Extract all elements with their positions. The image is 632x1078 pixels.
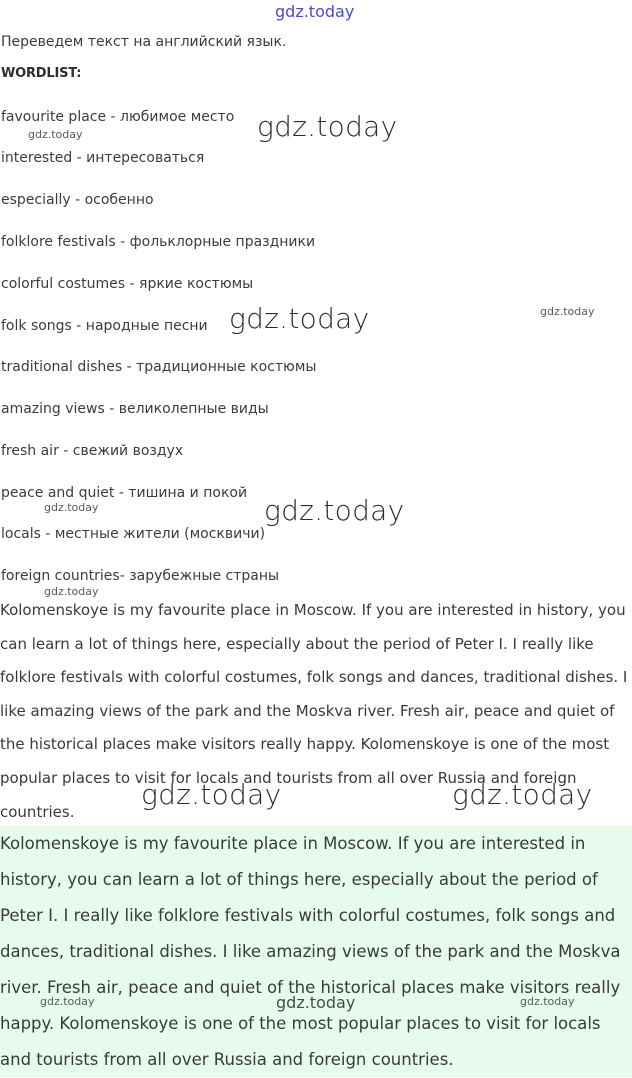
wordlist-item: interested - интересоваться (1, 150, 205, 166)
watermark: gdz.today (520, 995, 575, 1008)
watermark: gdz.today (141, 778, 282, 811)
wordlist-item: favourite place - любимое место (1, 109, 235, 125)
wordlist-item: fresh air - свежий воздух (1, 443, 184, 459)
watermark: gdz.today (40, 995, 95, 1008)
wordlist-item: amazing views - великолепные виды (1, 401, 269, 417)
watermark: gdz.today (452, 778, 593, 811)
answer-paragraph: Kolomenskoye is my favourite place in Moscow. If you are interested in history, you can learn a lot of things here, especially about the period of Peter I. I really like folklore festivals with colorful costumes, folk songs and dances, traditional dishes. I like amazing views of the park and the Moskva river. Fresh air, peace and quiet of the historical places make visitors really happy. Kolomenskoye is one of the most popular places to visit for locals and tourists from all over Russia and foreign countries. (0, 834, 621, 1069)
wordlist-item: colorful costumes - яркие костюмы (1, 276, 254, 292)
watermark: gdz.today (44, 501, 99, 514)
wordlist-item: traditional dishes - традиционные костюмы (1, 359, 317, 375)
watermark: gdz.today (257, 110, 398, 143)
watermark: gdz.today (229, 302, 370, 335)
answer-block (0, 826, 632, 1077)
wordlist-item: especially - особенно (1, 192, 154, 208)
source-paragraph: Kolomenskoye is my favourite place in Moscow. If you are interested in history, you can learn a lot of things here, especially about the period of Peter I. I really like folklore festivals with colorful costumes, folk songs and dances, traditional dishes. I like amazing views of the park and the Moskva river. Fresh air, peace and quiet of the historical places make visitors really happy. Kolomenskoye is one of the most popular places to visit for locals and tourists from all over Russia and foreign countries. (0, 601, 628, 821)
wordlist-item: foreign countries- зарубежные страны (1, 568, 280, 584)
watermark: gdz.today (540, 305, 595, 318)
watermark: gdz.today (44, 585, 99, 598)
watermark: gdz.today (28, 128, 83, 141)
wordlist-item: locals - местные жители (москвичи) (1, 526, 266, 542)
watermark: gdz.today (264, 494, 405, 527)
wordlist-item: folklore festivals - фольклорные праздники (1, 234, 316, 250)
intro-text: Переведем текст на английский язык. (1, 34, 287, 50)
wordlist-item: folk songs - народные песни (1, 318, 208, 334)
watermark: gdz.today (276, 993, 356, 1012)
wordlist-item: peace and quiet - тишина и покой (1, 485, 248, 501)
watermark-top: gdz.today (275, 2, 355, 21)
wordlist-title: WORDLIST: (1, 66, 82, 81)
